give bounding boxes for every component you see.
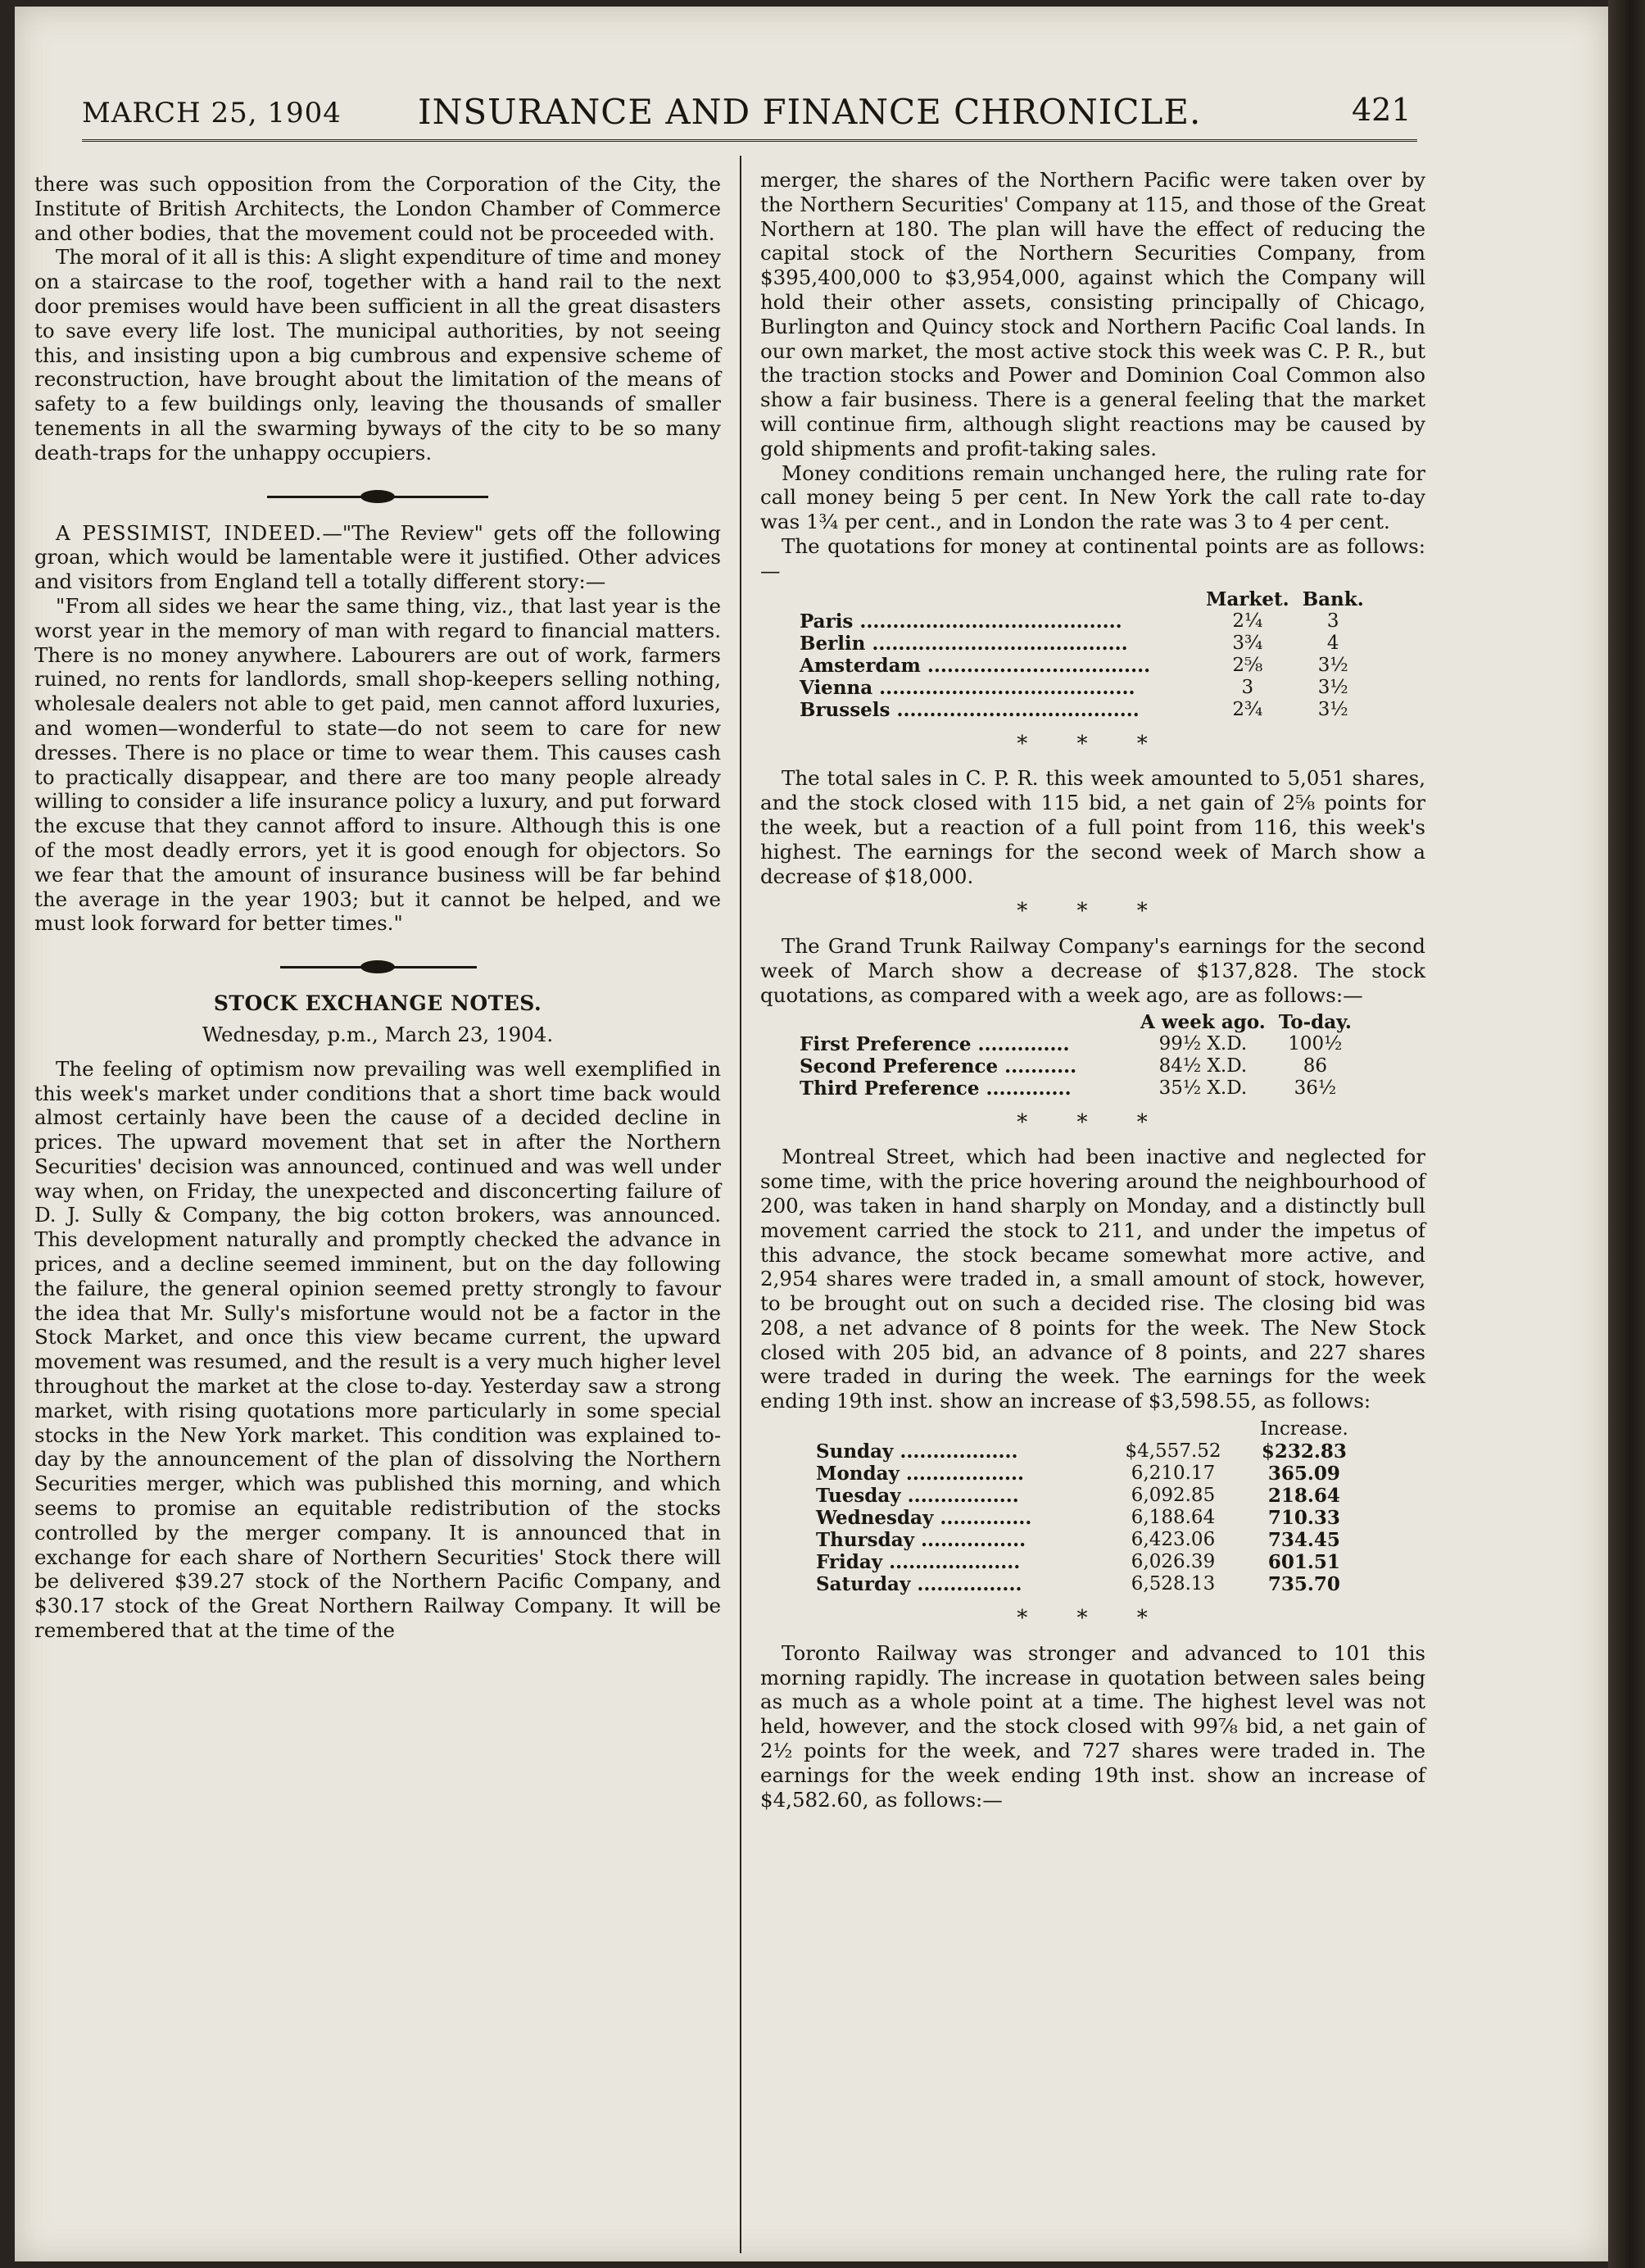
paragraph-grand-trunk: The Grand Trunk Railway Company's earnings for the second week of March show a decrease of $137,828. The stock quotations, as compared with a week ago, are as follows:—	[760, 934, 1425, 1007]
page-number: 421	[1352, 92, 1412, 128]
table-header-row	[809, 1418, 1355, 1440]
table-row	[793, 610, 1371, 633]
city-cell: Paris ........................................	[800, 610, 1122, 633]
section-stars: * * *	[1017, 731, 1169, 756]
section-stars: * * *	[1017, 899, 1169, 924]
city-cell: Vienna .......................................	[800, 676, 1135, 699]
table-row	[793, 699, 1371, 721]
pessimist-quote: "From all sides we hear the same thing, viz., that last year is the worst year in the memory of man with regard to financial matters. There is no money anywhere. Labourers are out of work, farmers ruined, no rents for landlords, small shop-keepers selling nothing, wholesale dealers not able to get paid, men cannot afford luxuries, and women—wonderful to state—do not seem to care for new dresses. There is no place or time to wear them. This causes cash to practically disappear, and there are too many people already willing to consider a life insurance policy a luxury, and put forward the excuse that they cannot afford to insure. Although this is one of the most deadly errors, yet it is good enough for objectors. So we fear that the amount of insurance business will be far behind the average in the year 1903; but it cannot be helped, and we must look forward for better times."	[34, 593, 721, 936]
amount-cell: $4,557.52	[1125, 1440, 1221, 1463]
stock-name-cell: Third Preference .............	[800, 1077, 1072, 1100]
ornament-center	[360, 960, 395, 973]
col-header-increase: Increase.	[1260, 1418, 1348, 1440]
header-title: INSURANCE AND FINANCE CHRONICLE.	[418, 92, 1202, 132]
stock-name-cell: First Preference ..............	[800, 1032, 1070, 1055]
ornament-center	[360, 490, 395, 503]
pessimist-heading: A PESSIMIST, INDEED.	[56, 520, 323, 545]
table-row	[793, 1055, 1358, 1077]
day-cell: Saturday ................	[816, 1573, 1022, 1596]
column-divider	[740, 156, 741, 2253]
header-rule	[82, 139, 1417, 142]
table-row	[793, 655, 1371, 677]
bank-cell: 3	[1326, 610, 1339, 632]
market-cell: 2¾	[1232, 698, 1263, 720]
week-ago-cell: 84½ X.D.	[1158, 1055, 1248, 1077]
paragraph-optimism: The feeling of optimism now prevailing was well exemplified in this week's market under conditions that a short time back would almost certainly have been the cause of a decided decline in prices. The upward movement that set in after the Northern Securities' decision was announced, continued and was well under way when, on Friday, the unexpected and disconcerting failure of D. J. Sully & Company, the big cotton brokers, was announced. This development naturally and promptly checked the advance in prices, and a decline seemed imminent, but on the day following the failure, the general opinion seemed pretty strongly to favour the idea that Mr. Sully's misfortune would not be a factor in the Stock Market, and once this view became current, the upward movement was resumed, and the result is a very much higher level throughout the market at the close to-day. Yesterday saw a strong market, with rising quotations more particularly in some special stocks in the New York market. This condition was explained to-day by the announcement of the plan of dissolving the Northern Securities merger, which was published this morning, and which seems to promise an equitable redistribution of the stocks controlled by the merger company. It is announced that in exchange for each share of Northern Securities' Stock there will be delivered $39.27 stock of the Northern Pacific Company, and $30.17 stock of the Great Northern Railway Company. It will be remembered that at the time of the	[34, 1056, 721, 1643]
right-column	[760, 168, 1425, 1812]
amount-cell: 6,026.39	[1131, 1551, 1216, 1573]
amount-cell: 6,423.06	[1131, 1529, 1216, 1551]
section-ornament	[34, 950, 721, 983]
table-header-row	[793, 588, 1371, 610]
amount-cell: 6,210.17	[1131, 1463, 1216, 1485]
increase-cell: 710.33	[1267, 1507, 1340, 1530]
table-row	[793, 677, 1371, 699]
header-date: MARCH 25, 1904	[82, 97, 342, 129]
day-cell: Wednesday ..............	[816, 1507, 1032, 1530]
city-cell: Brussels .....................................	[800, 698, 1140, 721]
paragraph-continental-intro: The quotations for money at continental points are as follows:—	[760, 533, 1425, 583]
section-stars: * * *	[1017, 1606, 1169, 1631]
amount-cell: 6,092.85	[1131, 1485, 1216, 1507]
bank-cell: 3½	[1317, 654, 1348, 676]
increase-cell: 734.45	[1267, 1529, 1340, 1552]
day-cell: Thursday ................	[816, 1529, 1026, 1552]
table-row	[809, 1551, 1355, 1573]
increase-cell: 218.64	[1267, 1485, 1340, 1508]
bank-cell: 3½	[1317, 698, 1348, 720]
paragraph-cpr: The total sales in C. P. R. this week amounted to 5,051 shares, and the stock closed with 115 bid, a net gain of 2⅝ points for the week, but a reaction of a full point from 116, this week's highest. The earnings for the second week of March show a decrease of $18,000.	[760, 766, 1425, 888]
paragraph-pessimist	[34, 521, 721, 594]
today-cell: 36½	[1294, 1077, 1337, 1099]
earnings-table	[809, 1418, 1355, 1595]
today-cell: 86	[1303, 1055, 1327, 1077]
col-header-week-ago: A week ago.	[1140, 1010, 1266, 1033]
paragraph-merger: merger, the shares of the Northern Pacific were taken over by the Northern Securities' Company at 115, and those of the Great Northern at 180. The plan will have the effect of reducing the capital stock of the Northern Securities Company, from $395,400,000 to $3,954,000, against which the Company will hold their other assets, consisting principally of Chicago, Burlington and Quincy stock and Northern Pacific Coal lands. In our own market, the most active stock this week was C. P. R., but the traction stocks and Power and Dominion Coal Common also show a fair business. There is a general feeling that the market will continue firm, although slight reactions may be caused by gold shipments and profit-taking sales.	[760, 168, 1425, 460]
section-ornament	[34, 480, 721, 513]
stock-exchange-dateline: Wednesday, p.m., March 23, 1904.	[202, 1022, 554, 1046]
table-row	[793, 1077, 1358, 1100]
amount-cell: 6,188.64	[1131, 1507, 1216, 1529]
col-header-bank: Bank.	[1302, 587, 1364, 610]
table-row	[809, 1507, 1355, 1529]
week-ago-cell: 35½ X.D.	[1158, 1077, 1248, 1099]
table-row	[809, 1573, 1355, 1595]
left-column	[34, 172, 721, 1643]
day-cell: Monday ..................	[816, 1463, 1025, 1486]
market-cell: 2⅝	[1232, 654, 1263, 676]
paragraph-disaster-continued: there was such opposition from the Corporation of the City, the Institute of British Architects, the London Chamber of Commerce and other bodies, that the movement could not be proceeded with.	[34, 172, 721, 245]
stock-exchange-heading: STOCK EXCHANGE NOTES.	[213, 991, 542, 1016]
day-cell: Sunday ..................	[816, 1440, 1018, 1463]
table-row	[809, 1529, 1355, 1551]
table-row	[809, 1440, 1355, 1463]
table-row	[809, 1485, 1355, 1507]
paragraph-toronto-railway: Toronto Railway was stronger and advanced to 101 this morning rapidly. The increase in quotation between sales being as much as a whole point at a time. The highest level was not held, however, and the stock closed with 99⅞ bid, a net gain of 2½ points for the week, and 727 shares were traded in. The earnings for the week ending 19th inst. show an increase of $4,582.60, as follows:—	[760, 1640, 1425, 1812]
day-cell: Tuesday .................	[816, 1485, 1019, 1508]
market-cell: 3	[1241, 676, 1254, 698]
increase-cell: 365.09	[1267, 1463, 1340, 1486]
col-header-today: To-day.	[1278, 1010, 1352, 1033]
page-binding-edge	[1608, 0, 1645, 2268]
money-rates-table	[793, 588, 1371, 721]
table-row	[793, 1033, 1358, 1055]
amount-cell: 6,528.13	[1131, 1573, 1216, 1595]
stock-name-cell: Second Preference ...........	[800, 1055, 1077, 1077]
bank-cell: 3½	[1317, 676, 1348, 698]
market-cell: 2¼	[1232, 610, 1263, 632]
paragraph-montreal-street: Montreal Street, which had been inactive and neglected for some time, with the price hovering around the neighbourhood of 200, was taken in hand sharply on Monday, and a distinctly bull movement carried the stock to 211, and under the impetus of this advance, the stock became somewhat more active, and 2,954 shares were traded in, a small amount of stock, however, to be brought out on such a decided rise. The closing bid was 208, a net advance of 8 points for the week. The New Stock closed with 205 bid, an advance of 8 points, and 227 shares were traded in during the week. The earnings for the week ending 19th inst. show an increase of $3,598.55, as follows:	[760, 1145, 1425, 1413]
today-cell: 100½	[1288, 1032, 1343, 1055]
section-stars: * * *	[1017, 1109, 1169, 1135]
paragraph-moral: The moral of it all is this: A slight expenditure of time and money on a staircase to the roof, together with a hand rail to the next door premises would have been sufficient in all the great disasters to save every life lost. The municipal authorities, by not seeing this, and insisting upon a big cumbrous and expensive scheme of reconstruction, have brought about the limitation of the means of safety to a few buildings only, leaving the thousands of smaller tenements in all the swarming byways of the city to be so many death-traps for the unhappy occupiers.	[34, 245, 721, 465]
col-header-market: Market.	[1206, 587, 1289, 610]
table-row	[793, 633, 1371, 655]
increase-cell: 735.70	[1267, 1573, 1340, 1596]
market-cell: 3¾	[1232, 632, 1263, 654]
table-row	[809, 1463, 1355, 1485]
grand-trunk-table	[793, 1011, 1358, 1100]
city-cell: Berlin .......................................	[800, 632, 1128, 655]
paragraph-money-conditions: Money conditions remain unchanged here, the ruling rate for call money being 5 per cent. In New York the call rate to-day was 1¾ per cent., and in London the rate was 3 to 4 per cent.	[760, 460, 1425, 534]
city-cell: Amsterdam ..................................	[800, 654, 1151, 677]
page-header	[82, 92, 1540, 146]
day-cell: Friday ....................	[816, 1551, 1021, 1574]
increase-cell: $232.83	[1261, 1440, 1347, 1463]
pessimist-intro: —"The Review" gets off the following groan, which would be lamentable were it justified. Other advices and visitors from England tell a totally different story:—	[34, 520, 721, 594]
bank-cell: 4	[1326, 632, 1339, 654]
increase-cell: 601.51	[1267, 1551, 1340, 1574]
table-header-row	[793, 1011, 1358, 1033]
week-ago-cell: 99½ X.D.	[1158, 1032, 1248, 1055]
